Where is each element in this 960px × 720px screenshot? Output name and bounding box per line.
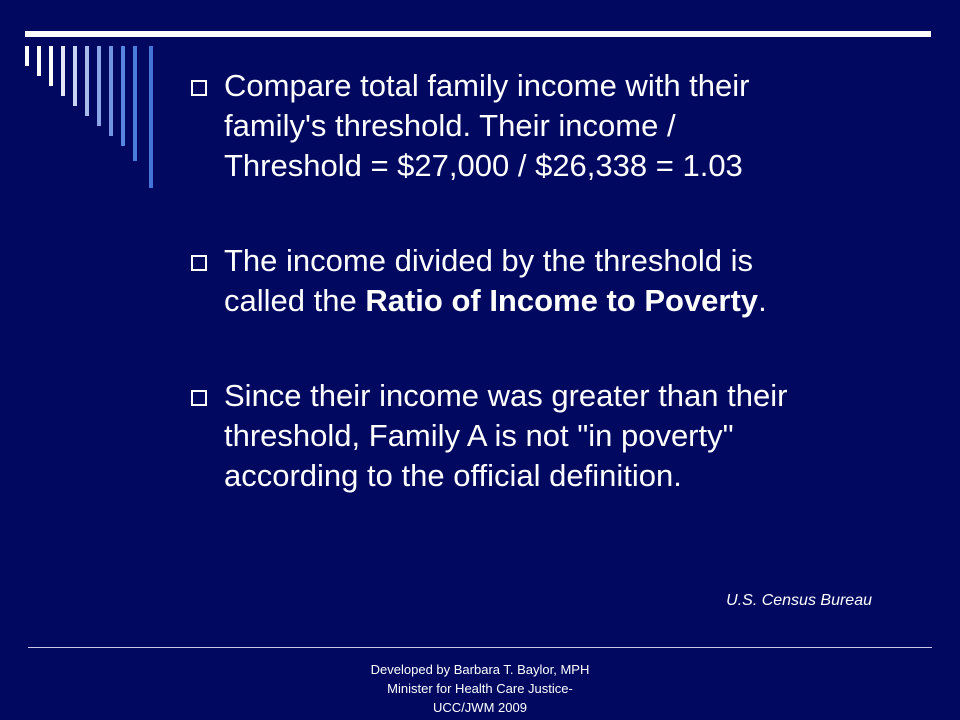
bullet-line: Compare total family income with their: [224, 68, 750, 103]
bullet-line-prefix: called the: [224, 283, 366, 318]
decorative-bar: [97, 46, 101, 126]
bottom-divider: [28, 647, 932, 648]
bullet-line-suffix: .: [758, 283, 767, 318]
decorative-bar: [133, 46, 137, 161]
decorative-bar: [37, 46, 41, 76]
decorative-bar: [109, 46, 113, 136]
decorative-bar: [149, 46, 153, 188]
bullet-item-income-comparison: [187, 66, 917, 186]
bullet-line: according to the official definition.: [224, 458, 682, 493]
ratio-term: Ratio of Income to Poverty: [365, 283, 759, 318]
decorative-bar: [121, 46, 125, 146]
bullet-list: [187, 66, 917, 551]
decorative-bars: [0, 0, 160, 200]
top-divider: [25, 31, 931, 37]
bullet-item-ratio-definition: [187, 241, 917, 321]
bullet-line: Threshold = $27,000 / $26,338 = 1.03: [224, 148, 743, 183]
square-bullet-icon: [191, 255, 207, 271]
source-citation: U.S. Census Bureau: [726, 592, 872, 609]
bullet-item-poverty-conclusion: [187, 376, 917, 496]
bullet-line: Since their income was greater than their: [224, 378, 788, 413]
footer-line: Developed by Barbara T. Baylor, MPH: [370, 662, 590, 677]
decorative-bar: [85, 46, 89, 116]
decorative-bar: [61, 46, 65, 96]
decorative-bar: [49, 46, 53, 86]
footer-line: Minister for Health Care Justice-: [387, 681, 573, 696]
square-bullet-icon: [191, 390, 207, 406]
bullet-line: The income divided by the threshold is: [224, 243, 754, 278]
footer-credit: [0, 660, 960, 717]
bullet-line: family's threshold. Their income /: [224, 108, 676, 143]
square-bullet-icon: [191, 80, 207, 96]
decorative-bar: [25, 46, 29, 66]
footer-line: UCC/JWM 2009: [433, 700, 527, 715]
bullet-line: threshold, Family A is not "in poverty": [224, 418, 734, 453]
decorative-bar: [73, 46, 77, 106]
